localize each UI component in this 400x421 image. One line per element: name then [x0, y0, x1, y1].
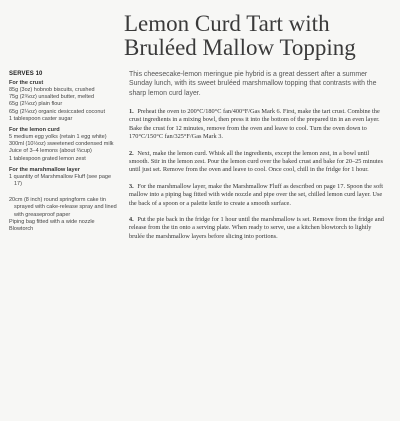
- step-text: Put the pie back in the fridge for 1 hour until the marshmallow is set. Remove from the fridge and release from the tin onto a serving plate. When ready to serve, use a kitchen blowtorch to lightly brulée the marshmallow layers before slicing into portions.: [129, 215, 384, 240]
- ingredient-group-heading: For the marshmallow layer: [9, 166, 80, 173]
- ingredient-item: Juice of 3–4 lemons (about ⅔cup): [9, 148, 92, 155]
- recipe-intro: This cheesecake-lemon meringue pie hybrid is a great dessert after a summer Sunday lunch, with its sweet bruléed marshmallow topping that contrasts with the sharp lemon curd layer.: [129, 71, 377, 97]
- step-text: Preheat the oven to 200°C/180°C fan/400°F/Gas Mark 6. First, make the tart crust. Combine the crust ingredients in a mixing bowl, then press it into the bottom of the prepared tin in an even layer. Bake the crust for 12 minutes, remove from the oven and leave to cool. Turn the oven down to 170°C/150°C fan/325°F/Gas Mark 3.: [129, 107, 380, 141]
- step-text: Next, make the lemon curd. Whisk all the ingredients, except the lemon zest, in a bowl until smooth. Stir in the lemon zest. Pour the lemon curd over the baked crust and bake for 20–25 minutes until just set. Remove from the oven and leave to cool. Once cool, chill in the fridge for 1 hour.: [129, 149, 383, 174]
- serves-label: SERVES 10: [9, 71, 43, 77]
- ingredients-sidebar: [5, 71, 117, 237]
- recipe-title-line-1: Lemon Curd Tart with: [124, 11, 330, 36]
- ingredient-group-heading: For the crust: [9, 80, 44, 86]
- method-column: [124, 70, 388, 249]
- method-step-2: [129, 150, 388, 175]
- step-text: For the marshmallow layer, make the Marshmallow Fluff as described on page 17. Spoon the soft mallow into a piping bag fitted with wide nozzle and pipe over the set, chilled lemon curd layer. Use the back of a spoon or a palette knife to create a smooth surface.: [129, 182, 383, 207]
- method-step-1: [129, 108, 388, 142]
- method-step-3: [129, 183, 388, 208]
- ingredient-group-marshmallow: [5, 167, 117, 188]
- step-number: 2.: [129, 149, 134, 157]
- equipment-item: Piping bag fitted with a wide nozzle: [9, 218, 95, 225]
- ingredient-item: 300ml (10½oz) sweetened condensed milk: [9, 141, 114, 148]
- ingredient-group-heading: For the lemon curd: [9, 127, 60, 134]
- step-number: 3.: [129, 182, 134, 190]
- ingredient-item: 75g (2¾oz) unsalted butter, melted: [9, 94, 94, 101]
- ingredient-item: 65g (2¼oz) plain flour: [9, 101, 63, 108]
- recipe-title-line-2: Bruléed Mallow Topping: [124, 35, 356, 60]
- equipment-group: [5, 197, 117, 233]
- ingredient-item: 85g (3oz) hobnob biscuits, crushed: [9, 87, 95, 93]
- ingredient-item: 1 tablespoon caster sugar: [9, 115, 73, 122]
- step-number: 4.: [129, 215, 134, 223]
- equipment-item: 20cm (8 inch) round springform cake tin sprayed with cake-release spray and lined with greaseproof paper: [9, 197, 117, 218]
- ingredient-item: 1 quantity of Marshmallow Fluff (see page 17): [9, 173, 112, 188]
- recipe-title: [124, 12, 394, 60]
- step-number: 1.: [129, 107, 134, 115]
- ingredient-item: 1 tablespoon grated lemon zest: [9, 155, 86, 162]
- ingredient-item: 5 medium egg yolks (retain 1 egg white): [9, 134, 107, 141]
- method-step-4: [129, 216, 388, 241]
- ingredient-group-crust: [5, 80, 117, 123]
- ingredient-group-lemon-curd: [5, 127, 117, 163]
- equipment-item: Blowtorch: [9, 226, 34, 233]
- ingredient-item: 65g (2¼oz) organic desiccated coconut: [9, 108, 106, 115]
